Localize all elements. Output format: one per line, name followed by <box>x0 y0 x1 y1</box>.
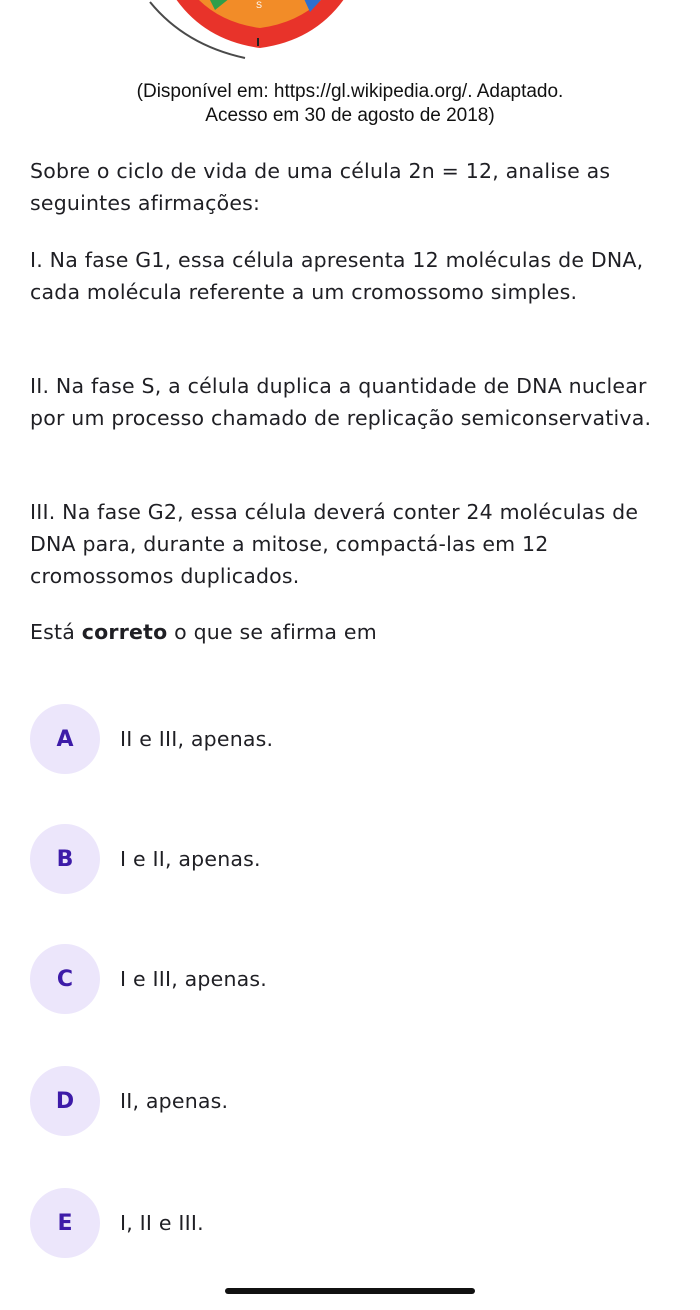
question-lead: Sobre o ciclo de vida de uma célula 2n = 12, analise as seguintes afirmações: <box>30 159 611 215</box>
option-b[interactable] <box>30 824 670 894</box>
statement-3: III. Na fase G2, essa célula deverá conter 24 moléculas de DNA para, durante a mitose, compactá-las em 12 cromossomos duplicados. <box>30 500 639 588</box>
option-c[interactable] <box>30 944 670 1014</box>
cell-cycle-figure <box>0 0 700 60</box>
option-d-text: II, apenas. <box>120 1089 229 1113</box>
figure-caption-source: (Disponível em: https://gl.wikipedia.org/. Adaptado. <box>136 81 564 102</box>
figure-caption-access: Acesso em 30 de agosto de 2018) <box>205 105 495 126</box>
figure-label-s: S <box>256 0 263 10</box>
option-c-text: I e III, apenas. <box>120 967 268 991</box>
prompt-after: o que se afirma em <box>167 620 377 644</box>
statement-1: I. Na fase G1, essa célula apresenta 12 moléculas de DNA, cada molécula referente a um cromossomo simples. <box>30 248 644 304</box>
prompt-before: Está <box>30 620 82 644</box>
home-indicator[interactable] <box>225 1288 475 1294</box>
option-e[interactable] <box>30 1188 670 1258</box>
cell-cycle-diagram <box>0 0 700 60</box>
option-e-badge: E <box>30 1188 100 1258</box>
option-a-badge: A <box>30 704 100 774</box>
option-d-badge: D <box>30 1066 100 1136</box>
option-a[interactable] <box>30 704 670 774</box>
option-a-text: II e III, apenas. <box>120 727 274 751</box>
question-prompt <box>30 616 680 648</box>
prompt-bold: correto <box>81 620 168 644</box>
statement-2: II. Na fase S, a célula duplica a quantidade de DNA nuclear por um processo chamado de replicação semiconservativa. <box>30 374 652 430</box>
option-e-text: I, II e III. <box>120 1211 204 1235</box>
option-b-text: I e II, apenas. <box>120 847 261 871</box>
option-c-badge: C <box>30 944 100 1014</box>
option-d[interactable] <box>30 1066 670 1136</box>
option-b-badge: B <box>30 824 100 894</box>
